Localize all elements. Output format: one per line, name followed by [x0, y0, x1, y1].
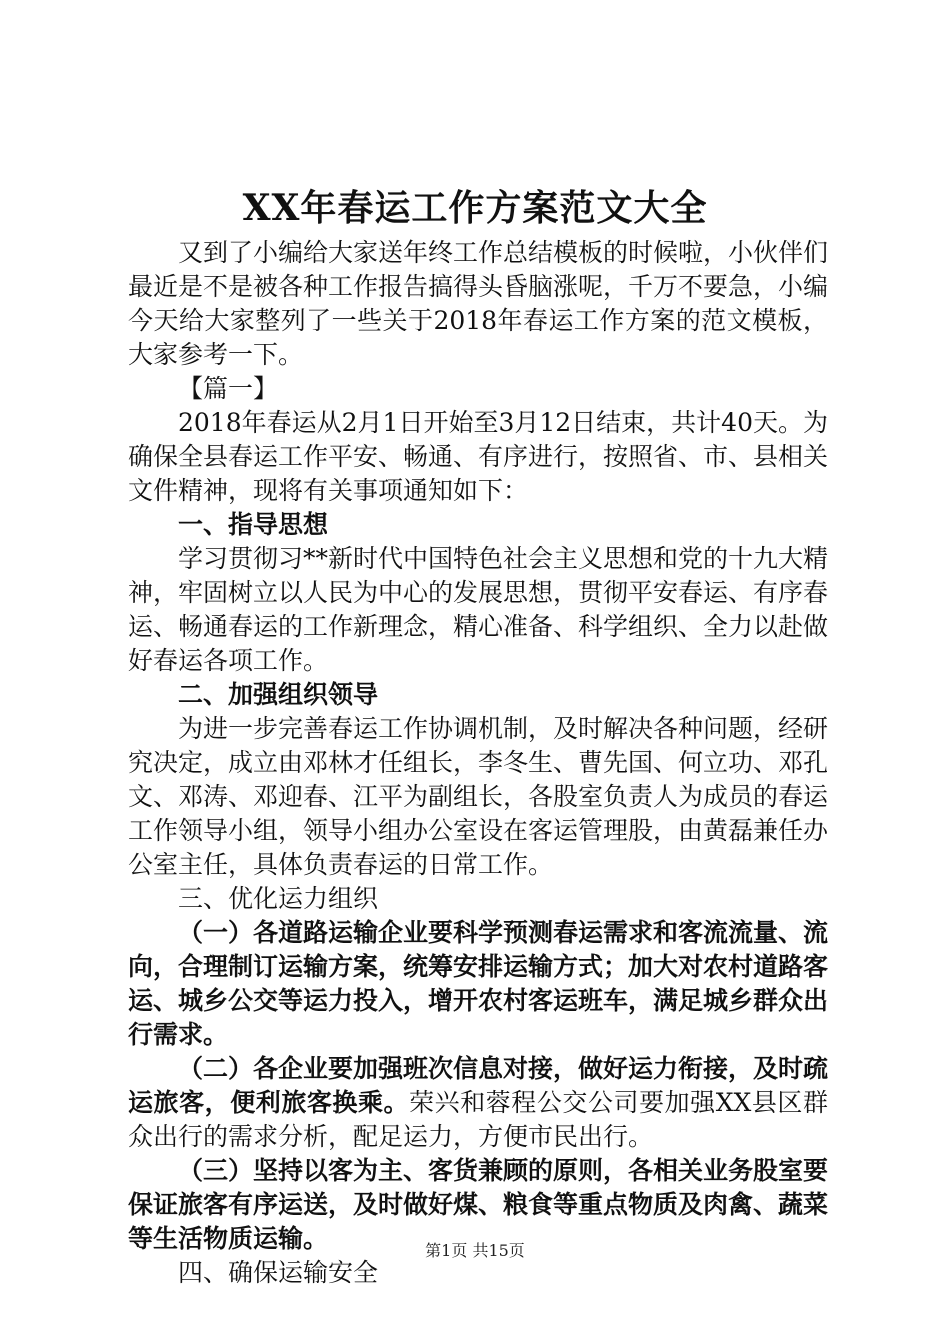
heading-organization: 二、加强组织领导: [178, 680, 379, 709]
document-title: XX年春运工作方案范文大全: [242, 187, 708, 229]
heading-safety: 四、确保运输安全: [178, 1258, 379, 1287]
paragraph-5: [128, 1052, 828, 1154]
paragraph-3: 为进一步完善春运工作协调机制，及时解决各种问题，经研究决定，成立由邓林才任组长，李冬生、曹先国、何立功、邓孔文、邓涛、邓迎春、江平为副组长，各股室负责人为成员的春运工作领导小组，领导小组办公室设在客运管理股，由黄磊兼任办公室主任，具体负责春运的日常工作。: [128, 714, 829, 879]
paragraph-4: （一）各道路运输企业要科学预测春运需求和客流流量、流向，合理制订运输方案，统筹安排运输方式；加大对农村道路客运、城乡公交等运力投入，增开农村客运班车，满足城乡群众出行需求。: [128, 918, 829, 1049]
paragraph-6: （三）坚持以客为主、客货兼顾的原则，各相关业务股室要保证旅客有序运送，及时做好煤、粮食等重点物质及肉禽、蔬菜等生活物质运输。: [128, 1156, 829, 1253]
paragraph-2: 学习贯彻习**新时代中国特色社会主义思想和党的十九大精神，牢固树立以人民为中心的发展思想，贯彻平安春运、有序春运、畅通春运的工作新理念，精心准备、科学组织、全力以赴做好春运各项工作。: [128, 544, 829, 675]
paragraph-5-normal: 荣兴和蓉程公交公司要加强XX县区群众出行的需求分析，配足运力，方便市民出行。: [128, 1088, 828, 1151]
page-footer: 第1页 共15页: [425, 1241, 525, 1260]
paragraph-1: 2018年春运从2月1日开始至3月12日结束，共计40天。为确保全县春运工作平安、畅通、有序进行，按照省、市、县相关文件精神，现将有关事项通知如下：: [128, 408, 829, 505]
intro-paragraph: 又到了小编给大家送年终工作总结模板的时候啦，小伙伴们最近是不是被各种工作报告搞得头昏脑涨呢，千万不要急，小编今天给大家整列了一些关于2018年春运工作方案的范文模板，大家参考一下。: [128, 238, 829, 369]
document-body: [128, 236, 828, 1290]
heading-guiding-thought: 一、指导思想: [178, 510, 329, 539]
section-label: 【篇一】: [178, 374, 279, 403]
paragraph-5-bold: （二）各企业要加强班次信息对接，做好运力衔接，及时疏运旅客，便利旅客换乘。: [128, 1054, 829, 1117]
heading-capacity: 三、优化运力组织: [178, 884, 379, 913]
